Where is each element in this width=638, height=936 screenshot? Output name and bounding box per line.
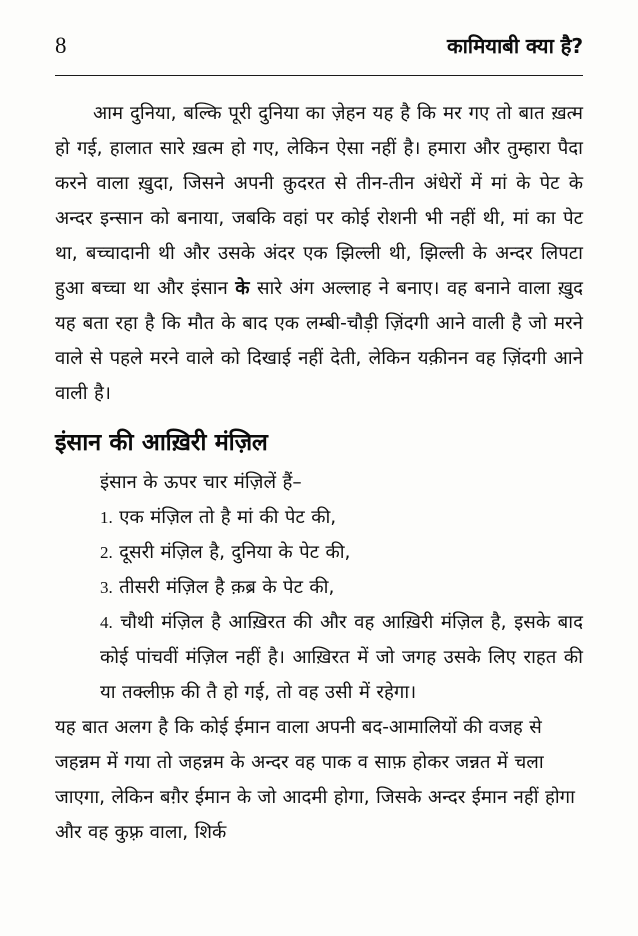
emphasized-word: के (235, 278, 250, 299)
section-heading: इंसान की आख़िरी मंज़िल (55, 428, 268, 456)
list-item-text: चौथी मंज़िल है आख़िरत की और वह आख़िरी मंज़िल है, इसके बाद कोई पांचवीं मंज़िल नहीं है। आख़िरत में जो जगह उसके लिए राहत की या तक्लीफ़ की तै हो गई, तो वह उसी में रहेगा। (100, 612, 583, 703)
list-item (55, 500, 583, 535)
running-title: कामियाबी क्या है? (446, 34, 583, 58)
header-divider (55, 75, 583, 76)
page-content (55, 34, 583, 850)
list-item-text: दूसरी मंज़िल है, दुनिया के पेट की, (119, 542, 351, 563)
paragraph-opening-part1: आम दुनिया, बल्कि पूरी दुनिया का ज़ेहन यह है कि मर गए तो बात ख़त्म हो गई, हालात सारे ख़त्म हो गए, लेकिन ऐसा नहीं है। हमारा और तुम्हारा पैदा करने वाला ख़ुदा, जिसने अपनी क़ुदरत से तीन-तीन अंधेरों में मां के पेट के अन्दर इन्सान को बनाया, जबकि वहां पर कोई रोशनी भी नहीं थी, मां का पेट था, बच्चादानी थी और उसके अंदर एक झिल्ली थी, झिल्ली के अन्दर लिपटा हुआ बच्चा था और इंसान (55, 103, 584, 299)
list-item-text: एक मंज़िल तो है मां की पेट की, (119, 507, 337, 528)
paragraph-opening-part2: सारे अंग अल्लाह ने बनाए। वह बनाने वाला ख़ुद यह बता रहा है कि मौत के बाद एक लम्बी-चौड़ी ज़िंदगी आने वाली है जो मरने वाले से पहले मरने वाले को दिखाई नहीं देती, लेकिन यक़ीनन वह ज़िंदगी आने वाली है। (55, 278, 583, 404)
list-item-number: 2. (100, 543, 113, 562)
paragraph-closing: यह बात अलग है कि कोई ईमान वाला अपनी बद-आमालियों की वजह से जहन्नम में गया तो जहन्नम के अन्दर वह पाक व साफ़ होकर जन्नत में चला जाएगा, लेकिन बग़ैर ईमान के जो आदमी होगा, जिसके अन्दर ईमान नहीं होगा और वह कुफ़्र वाला, शिर्क (55, 717, 575, 843)
list-item-number: 4. (100, 613, 113, 632)
page-number: 8 (55, 33, 67, 58)
paragraph-opening (55, 96, 583, 411)
list-item (55, 605, 583, 710)
list-item (55, 535, 583, 570)
list-item-number: 3. (100, 578, 113, 597)
body-text (55, 96, 583, 850)
list-lead-in: इंसान के ऊपर चार मंज़िलें हैं– (100, 472, 302, 493)
list-item (55, 570, 583, 605)
running-header (55, 34, 583, 68)
list-item-number: 1. (100, 508, 113, 527)
manzil-list (55, 500, 583, 710)
list-item-text: तीसरी मंज़िल है क़ब्र के पेट की, (119, 577, 335, 598)
